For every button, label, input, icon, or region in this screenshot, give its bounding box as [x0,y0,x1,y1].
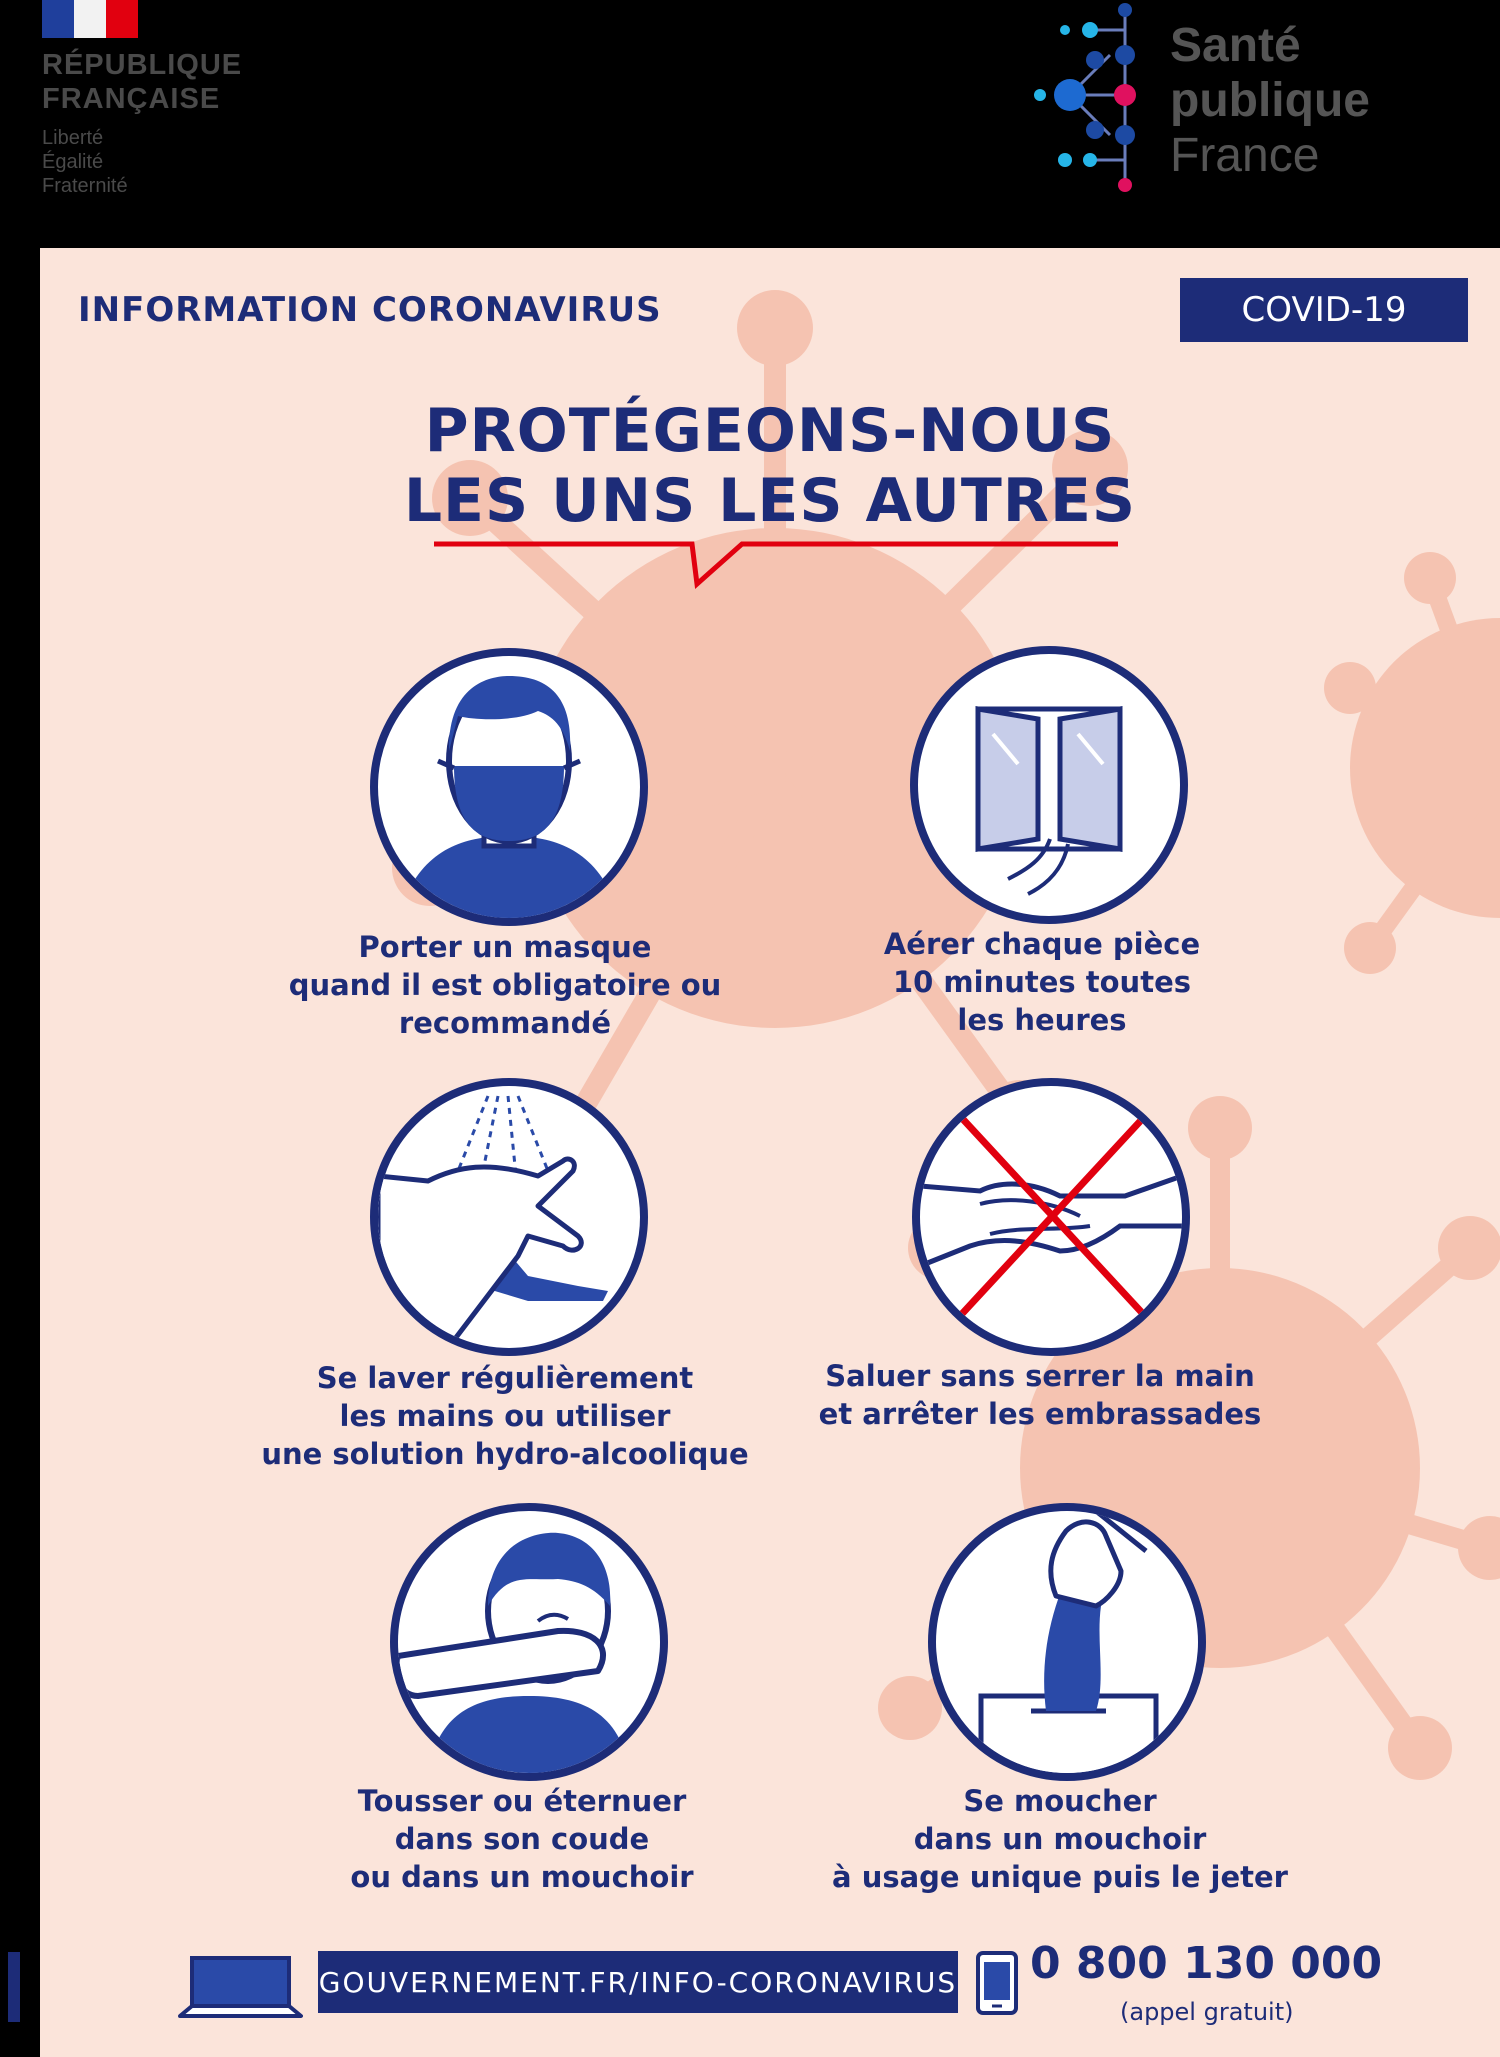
left-edge-mark [8,1952,20,2022]
tissue-icon [936,1511,1198,1773]
gesture-mask-caption: Porter un masque quand il est obligatoire ou recommandé [288,930,722,1040]
hand-wash-icon [378,1086,640,1348]
gesture-window-circle [910,646,1188,924]
speech-bubble-underline [432,538,1122,598]
republique-text: RÉPUBLIQUE FRANÇAISE [42,49,243,115]
gesture-tissue-circle [928,1503,1206,1781]
window-icon [918,654,1180,916]
republique-motto: Liberté Égalité Fraternité [42,127,128,197]
covid-badge: COVID-19 [1180,278,1468,342]
molecule-icon [1030,0,1160,200]
header-label: INFORMATION CORONAVIRUS [78,290,662,330]
mask-icon [378,656,640,918]
phone-icon [975,1950,1019,2016]
sante-publique-france-logo [1030,0,1390,200]
poster [40,248,1500,2057]
gesture-no-handshake-circle [912,1078,1190,1356]
gesture-mask-circle [370,648,648,926]
gesture-no-handshake-caption: Saluer sans serrer la main et arrêter les embrassades [818,1359,1262,1431]
gesture-elbow-circle [390,1503,668,1781]
gesture-handwash-caption: Se laver régulièrement les mains ou utiliser une solution hydro-alcoolique [261,1361,749,1471]
title-line-2: LES UNS LES AUTRES [403,466,1137,536]
phone-number[interactable]: 0 800 130 000 [1030,1938,1383,1989]
laptop-icon [178,1956,303,2018]
title-line-1: PROTÉGEONS-NOUS [424,396,1116,466]
gesture-elbow-caption: Tousser ou éternuer dans son coude ou dans un mouchoir [350,1784,694,1894]
gesture-tissue-caption: Se moucher dans un mouchoir à usage unique puis le jeter [832,1784,1288,1894]
no-handshake-icon [920,1086,1182,1348]
sneeze-elbow-icon [398,1511,660,1773]
phone-note: (appel gratuit) [1120,1998,1294,2026]
republique-francaise-logo [42,0,272,200]
info-url-link[interactable]: GOUVERNEMENT.FR/INFO-CORONAVIRUS [318,1951,958,2013]
french-flag-icon [42,0,138,38]
gesture-window-caption: Aérer chaque pièce 10 minutes toutes les heures [883,927,1201,1037]
gesture-handwash-circle [370,1078,648,1356]
sante-publique-france-text: Santé publique France [1170,19,1370,182]
